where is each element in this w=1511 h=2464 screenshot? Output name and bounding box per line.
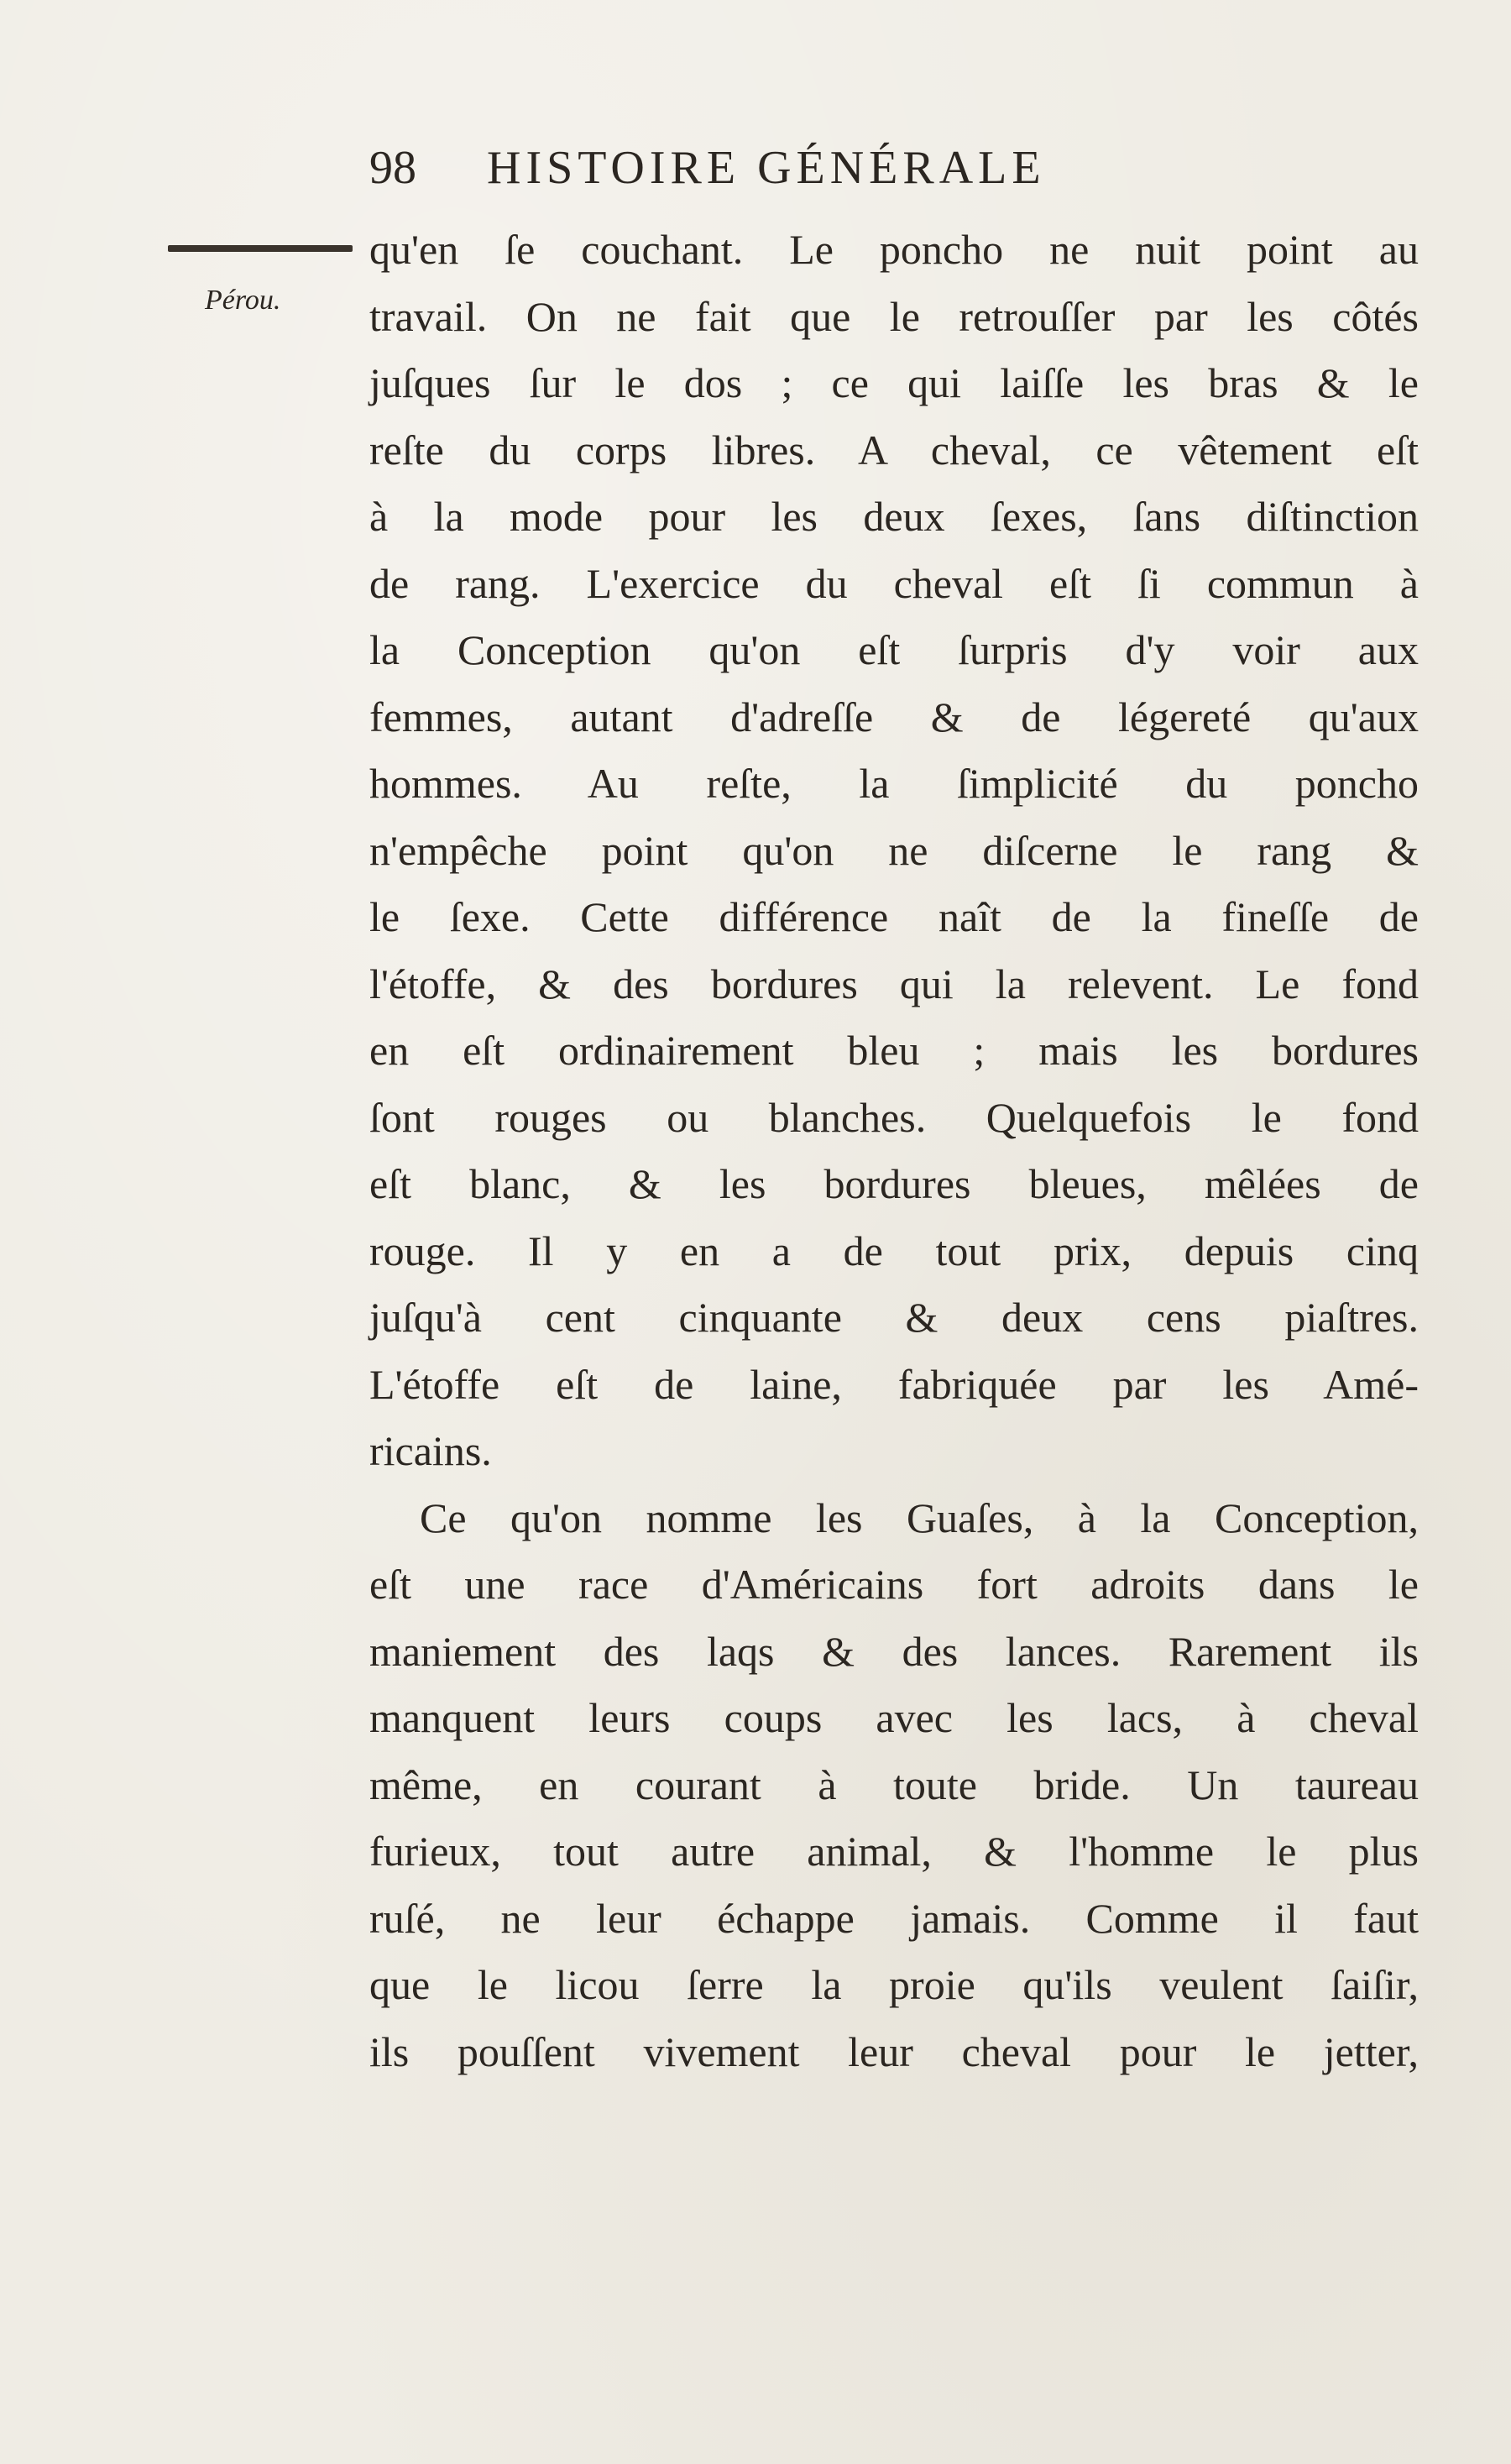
text-line: le ſexe. Cette différence naît de la fineſſe de bbox=[369, 893, 1419, 940]
body-text bbox=[369, 217, 1419, 2085]
text-line: furieux, tout autre animal, & l'homme le plus bbox=[369, 1828, 1419, 1875]
text-line: qu'en ſe couchant. Le poncho ne nuit point au bbox=[369, 226, 1419, 273]
text-line: de rang. L'exercice du cheval eſt ſi commun à bbox=[369, 559, 1419, 607]
text-line: ricains. bbox=[369, 1427, 492, 1474]
text-line: l'étoffe, & des bordures qui la relevent. Le fond bbox=[369, 960, 1419, 1007]
text-line: que le licou ſerre la proie qu'ils veulent ſaiſir, bbox=[369, 1961, 1419, 2008]
text-line: même, en courant à toute bride. Un taureau bbox=[369, 1760, 1419, 1808]
text-line: en eſt ordinairement bleu ; mais les bordures bbox=[369, 1027, 1419, 1074]
text-line: juſqu'à cent cinquante & deux cens piaſtres. bbox=[369, 1294, 1419, 1341]
text-line: reſte du corps libres. A cheval, ce vêtement eſt bbox=[369, 426, 1419, 473]
text-line: juſques ſur le dos ; ce qui laiſſe les bras & le bbox=[369, 359, 1419, 406]
text-line: maniement des laqs & des lances. Rarement ils bbox=[369, 1627, 1419, 1675]
text-line: manquent leurs coups avec les lacs, à cheval bbox=[369, 1694, 1419, 1741]
text-line: travail. On ne fait que le retrouſſer par les côtés bbox=[369, 292, 1419, 340]
text-line: rouge. Il y en a de tout prix, depuis cinq bbox=[369, 1227, 1419, 1274]
paragraph-start-line: Ce qu'on nomme les Guaſes, à la Conception, bbox=[420, 1494, 1419, 1541]
text-line: ruſé, ne leur échappe jamais. Comme il faut bbox=[369, 1894, 1419, 1942]
margin-rule bbox=[168, 245, 353, 252]
page-number: 98 bbox=[369, 142, 416, 194]
text-line: femmes, autant d'adreſſe & de légereté qu'aux bbox=[369, 693, 1419, 740]
text-line: eſt une race d'Américains fort adroits dans le bbox=[369, 1561, 1419, 1608]
running-head bbox=[369, 126, 1419, 210]
text-line: ſont rouges ou blanches. Quelquefois le fond bbox=[369, 1093, 1419, 1141]
text-line: eſt blanc, & les bordures bleues, mêlées de bbox=[369, 1160, 1419, 1207]
text-line: L'étoffe eſt de laine, fabriquée par les Amé- bbox=[369, 1360, 1419, 1408]
text-line: à la mode pour les deux ſexes, ſans diſtinction bbox=[369, 493, 1419, 540]
text-line: hommes. Au reſte, la ſimplicité du poncho bbox=[369, 760, 1419, 807]
text-line: n'empêche point qu'on ne diſcerne le rang & bbox=[369, 826, 1419, 874]
margin-note: Pérou. bbox=[205, 285, 281, 316]
text-line: ils pouſſent vivement leur cheval pour le jetter, bbox=[369, 2027, 1419, 2075]
running-title: HISTOIRE GÉNÉRALE bbox=[487, 142, 1046, 194]
text-line: la Conception qu'on eſt ſurpris d'y voir aux bbox=[369, 626, 1419, 673]
